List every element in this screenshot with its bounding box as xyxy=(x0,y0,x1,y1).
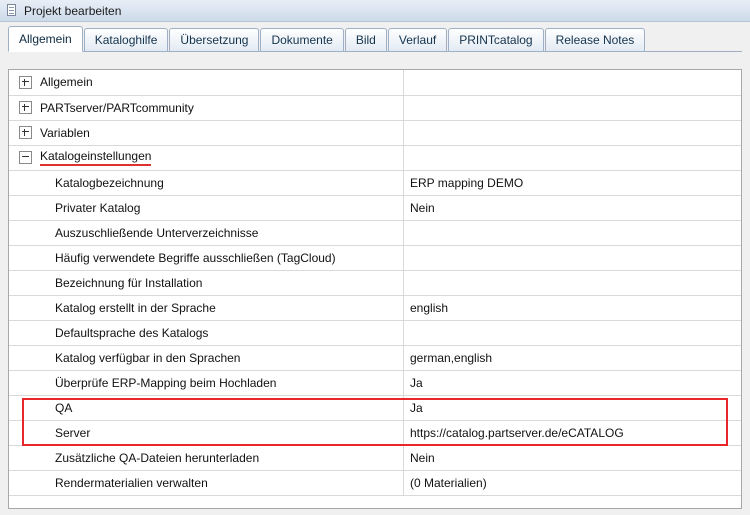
tab-allgemein[interactable] xyxy=(8,26,83,52)
table-row[interactable] xyxy=(9,320,741,345)
expand-collapse-icon[interactable] xyxy=(19,151,32,164)
row-value-cell[interactable]: https://catalog.partserver.de/eCATALOG xyxy=(404,420,742,445)
row-label: Server xyxy=(55,425,91,440)
row-name-cell xyxy=(9,95,404,120)
row-name-cell xyxy=(9,445,404,470)
tab-strip-container xyxy=(0,22,750,52)
row-label: Bezeichnung für Installation xyxy=(55,275,203,290)
row-value-cell[interactable] xyxy=(404,220,742,245)
table-row-qa[interactable] xyxy=(9,395,741,420)
tab-release-notes[interactable] xyxy=(545,28,646,51)
row-name-cell xyxy=(9,295,404,320)
row-label: Überprüfe ERP-Mapping beim Hochladen xyxy=(55,375,277,390)
table-row[interactable] xyxy=(9,345,741,370)
row-label: Katalog verfügbar in den Sprachen xyxy=(55,350,241,365)
tab-verlauf[interactable] xyxy=(388,28,447,51)
row-name-cell xyxy=(9,320,404,345)
table-row[interactable] xyxy=(9,120,741,145)
table-row[interactable] xyxy=(9,220,741,245)
row-value-cell[interactable]: english xyxy=(404,295,742,320)
row-name-cell xyxy=(9,220,404,245)
table-row[interactable] xyxy=(9,245,741,270)
row-label: PARTserver/PARTcommunity xyxy=(40,100,194,115)
table-row[interactable] xyxy=(9,195,741,220)
row-label: Katalogbezeichnung xyxy=(55,175,164,190)
row-label: Privater Katalog xyxy=(55,200,141,215)
table-row[interactable] xyxy=(9,470,741,495)
tab-dokumente[interactable] xyxy=(260,28,343,51)
row-value-cell[interactable] xyxy=(404,245,742,270)
table-row[interactable] xyxy=(9,145,741,170)
tab-uebersetzung[interactable] xyxy=(169,28,259,51)
window-title: Projekt bearbeiten xyxy=(24,3,122,18)
row-value-cell[interactable]: (0 Materialien) xyxy=(404,470,742,495)
expand-collapse-icon[interactable] xyxy=(19,126,32,139)
table-row[interactable] xyxy=(9,270,741,295)
table-row[interactable] xyxy=(9,295,741,320)
row-value-cell[interactable]: ERP mapping DEMO xyxy=(404,170,742,195)
tab-label: Dokumente xyxy=(271,33,333,47)
row-name-cell xyxy=(9,420,404,445)
row-value-cell[interactable]: Nein xyxy=(404,445,742,470)
row-label: Katalogeinstellungen xyxy=(40,149,151,166)
table-row[interactable] xyxy=(9,370,741,395)
tab-kataloghilfe[interactable] xyxy=(84,28,169,51)
row-label: Variablen xyxy=(40,125,90,140)
tab-label: PRINTcatalog xyxy=(459,33,533,47)
tab-bild[interactable] xyxy=(345,28,387,51)
title-bar xyxy=(0,0,750,22)
row-value-cell[interactable] xyxy=(404,120,742,145)
row-label: Rendermaterialien verwalten xyxy=(55,475,208,490)
row-name-cell xyxy=(9,195,404,220)
row-name-cell xyxy=(9,245,404,270)
row-name-cell xyxy=(9,145,404,170)
row-name-cell xyxy=(9,395,404,420)
row-name-cell xyxy=(9,345,404,370)
table-row[interactable] xyxy=(9,170,741,195)
row-value-cell[interactable]: Ja xyxy=(404,395,742,420)
tab-label: Übersetzung xyxy=(180,33,249,47)
tab-label: Bild xyxy=(355,33,376,47)
row-value-cell[interactable] xyxy=(404,145,742,170)
tab-label: Kataloghilfe xyxy=(94,33,158,47)
expand-collapse-icon[interactable] xyxy=(19,76,32,89)
table-row[interactable] xyxy=(9,95,741,120)
row-label: Katalog erstellt in der Sprache xyxy=(55,300,216,315)
row-name-cell xyxy=(9,120,404,145)
expand-collapse-icon[interactable] xyxy=(19,101,32,114)
row-label: Zusätzliche QA-Dateien herunterladen xyxy=(55,450,260,465)
row-value-cell[interactable]: Ja xyxy=(404,370,742,395)
tab-label: Release Notes xyxy=(555,33,635,47)
tab-label: Allgemein xyxy=(19,32,72,46)
row-name-cell xyxy=(9,370,404,395)
property-grid-table xyxy=(9,70,741,496)
tab-strip xyxy=(8,23,742,52)
tab-label: Verlauf xyxy=(398,33,437,47)
row-value-cell[interactable]: german,english xyxy=(404,345,742,370)
table-row-server[interactable] xyxy=(9,420,741,445)
row-label: QA xyxy=(55,400,73,415)
row-name-cell xyxy=(9,170,404,195)
row-name-cell xyxy=(9,470,404,495)
row-label: Allgemein xyxy=(40,75,93,90)
table-row[interactable] xyxy=(9,445,741,470)
row-label: Defaultsprache des Katalogs xyxy=(55,325,209,340)
row-value-cell[interactable] xyxy=(404,320,742,345)
table-row[interactable] xyxy=(9,70,741,95)
row-name-cell xyxy=(9,70,404,95)
row-value-cell[interactable]: Nein xyxy=(404,195,742,220)
row-value-cell[interactable] xyxy=(404,270,742,295)
property-grid[interactable] xyxy=(8,69,742,509)
row-label: Häufig verwendete Begriffe ausschließen (TagCloud) xyxy=(55,250,336,265)
document-icon xyxy=(6,4,19,17)
tab-printcatalog[interactable] xyxy=(448,28,543,51)
row-name-cell xyxy=(9,270,404,295)
row-value-cell[interactable] xyxy=(404,95,742,120)
row-label: Auszuschließende Unterverzeichnisse xyxy=(55,225,259,240)
row-value-cell[interactable] xyxy=(404,70,742,95)
